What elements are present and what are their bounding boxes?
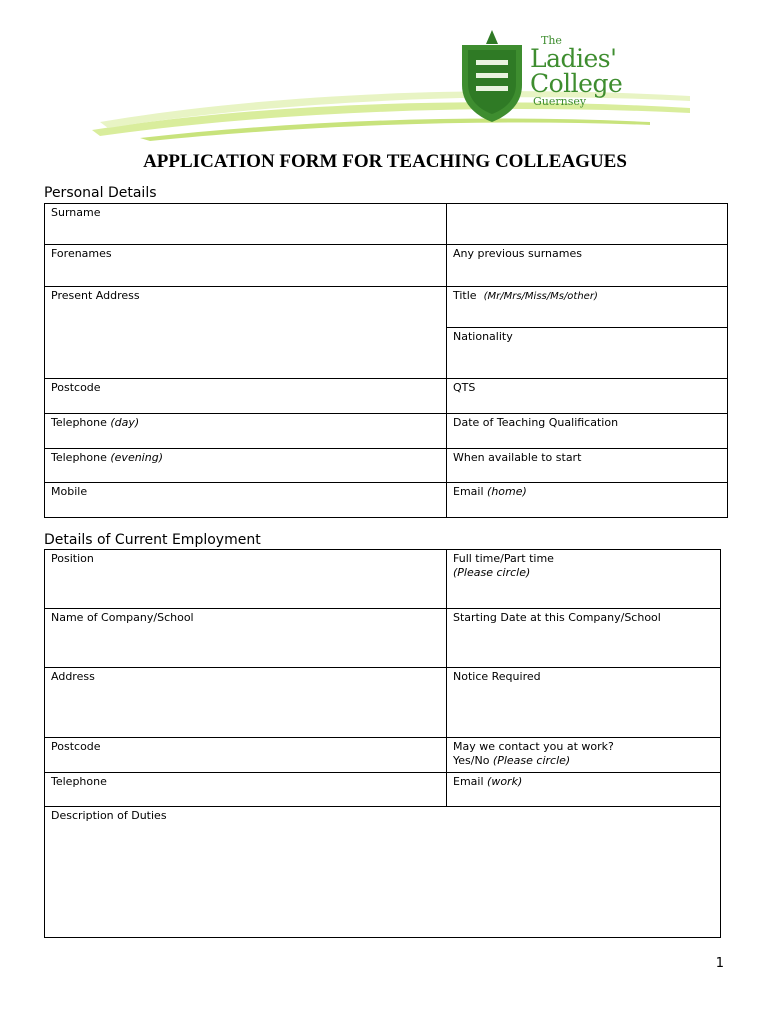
logo-college: College — [530, 69, 623, 98]
college-logo — [0, 0, 770, 145]
home-qualifier: (home) — [487, 485, 527, 498]
starting-date-label: Starting Date at this Company/School — [453, 611, 661, 624]
logo-the: The — [541, 34, 562, 47]
nationality-label: Nationality — [453, 330, 513, 343]
work-qualifier: (work) — [487, 775, 523, 788]
employment-postcode-label: Postcode — [51, 740, 101, 753]
teaching-qualification-date-field[interactable] — [447, 414, 728, 449]
available-start-field[interactable] — [447, 449, 728, 483]
nationality-field[interactable] — [447, 328, 728, 379]
surname-label: Surname — [51, 206, 101, 219]
previous-surnames-label: Any previous surnames — [453, 247, 582, 260]
telephone-day-label: Telephone — [51, 416, 107, 429]
teaching-qualification-date-label: Date of Teaching Qualification — [453, 416, 619, 429]
forenames-field[interactable] — [45, 245, 447, 287]
present-address-label: Present Address — [51, 289, 140, 302]
title-field[interactable] — [447, 287, 728, 328]
notice-required-label: Notice Required — [453, 670, 541, 683]
qts-label: QTS — [453, 381, 476, 394]
company-name-label: Name of Company/School — [51, 611, 194, 624]
personal-details-table — [44, 203, 728, 518]
email-work-field[interactable] — [447, 773, 721, 807]
logo-ladies: Ladies' — [530, 44, 617, 73]
notice-required-field[interactable] — [447, 668, 721, 738]
telephone-evening-field[interactable] — [45, 449, 447, 483]
personal-details-heading: Personal Details — [44, 185, 157, 201]
evening-qualifier: (evening) — [110, 451, 163, 464]
employment-telephone-label: Telephone — [51, 775, 107, 788]
employment-telephone-field[interactable] — [45, 773, 447, 807]
logo-guernsey: Guernsey — [533, 95, 587, 108]
company-name-field[interactable] — [45, 609, 447, 668]
contact-at-work-label: May we contact you at work? — [453, 740, 614, 753]
email-home-label: Email — [453, 485, 484, 498]
page-number: 1 — [715, 956, 724, 971]
available-start-label: When available to start — [453, 451, 582, 464]
qts-field[interactable] — [447, 379, 728, 414]
telephone-evening-label: Telephone — [51, 451, 107, 464]
mobile-field[interactable] — [45, 483, 447, 518]
yes-no-option: Yes/No — [453, 754, 490, 767]
email-work-label: Email — [453, 775, 484, 788]
employment-address-label: Address — [51, 670, 95, 683]
please-circle-note: (Please circle) — [453, 566, 531, 579]
starting-date-field[interactable] — [447, 609, 721, 668]
telephone-day-field[interactable] — [45, 414, 447, 449]
mobile-label: Mobile — [51, 485, 88, 498]
day-qualifier: (day) — [110, 416, 140, 429]
postcode-label: Postcode — [51, 381, 101, 394]
title-label: Title — [453, 289, 477, 302]
description-of-duties-field[interactable] — [45, 807, 721, 938]
contact-at-work-field[interactable] — [447, 738, 721, 773]
current-employment-table — [44, 549, 721, 938]
form-title: APPLICATION FORM FOR TEACHING COLLEAGUES — [143, 151, 627, 172]
forenames-label: Forenames — [51, 247, 112, 260]
previous-surnames-field[interactable] — [447, 245, 728, 287]
postcode-field[interactable] — [45, 379, 447, 414]
position-field[interactable] — [45, 550, 447, 609]
description-of-duties-label: Description of Duties — [51, 809, 167, 822]
surname-extra-field[interactable] — [447, 204, 728, 245]
employment-postcode-field[interactable] — [45, 738, 447, 773]
surname-field[interactable] — [45, 204, 447, 245]
full-part-time-label: Full time/Part time — [453, 552, 554, 565]
present-address-field[interactable] — [45, 287, 447, 379]
crest-shield-icon — [462, 30, 522, 122]
swoosh-graphic — [0, 0, 770, 145]
employment-address-field[interactable] — [45, 668, 447, 738]
email-home-field[interactable] — [447, 483, 728, 518]
please-circle-note-2: (Please circle) — [492, 754, 571, 767]
title-options: (Mr/Mrs/Miss/Ms/other) — [483, 291, 598, 302]
current-employment-heading: Details of Current Employment — [44, 532, 261, 548]
logo-wordmark — [530, 35, 622, 107]
full-part-time-field[interactable] — [447, 550, 721, 609]
position-label: Position — [51, 552, 94, 565]
